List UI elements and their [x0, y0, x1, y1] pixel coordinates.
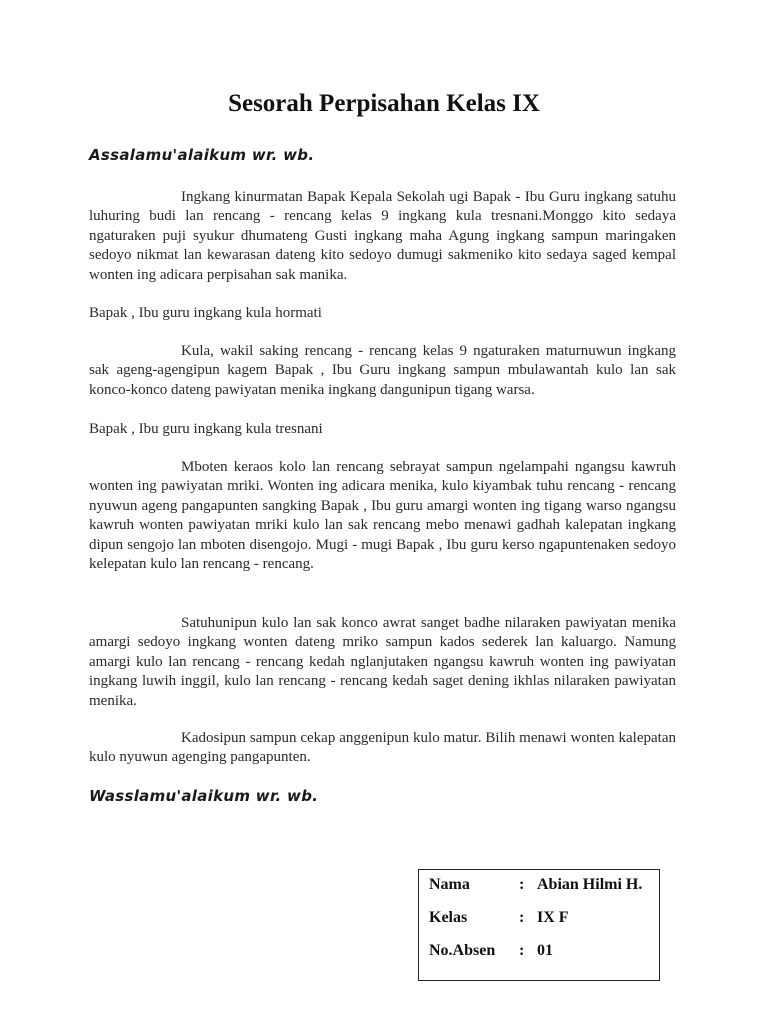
identity-value: IX F	[537, 909, 569, 926]
identity-label: Nama	[429, 876, 470, 893]
paragraph-thanks: Kula, wakil saking rencang - rencang kelas 9 ngaturaken maturnuwun ingkang sak ageng-agengipun kagem Bapak , Ibu Guru ingkang sampun mbulawantah kulo lan sak konco-konco dateng pawiyatan menika ingkang dangunipun tigang warsa.	[89, 343, 676, 398]
paragraph-closing: Kadosipun sampun cekap anggenipun kulo matur. Bilih menawi wonten kalepatan kulo nyuwun agenging pangapunten.	[89, 730, 676, 766]
identity-colon: :	[519, 909, 525, 926]
paragraph-apology: Mboten keraos kolo lan rencang sebrayat sampun ngelampahi ngangsu kawruh wonten ing pawiyatan mriki. Wonten ing adicara menika, kulo kiyambak tuhu rencang - rencang nyuwun ageng pangapunten sangking Bapak , Ibu guru amargi wonten ing tigang warso ngangsu kawruh wonten pawiyatan mriki kulo lan sak rencang mebo menawi gadhah kalepatan ingkang dipun sengojo lan mboten disengojo. Mugi - mugi Bapak , Ibu guru kerso ngapuntenaken sedoyo kelepatan kulo lan rencang - rencang.	[89, 459, 676, 573]
identity-colon: :	[519, 876, 525, 893]
identity-colon: :	[519, 942, 525, 959]
opening-greeting: Assalamu'alaikum wr. wb.	[89, 146, 315, 164]
identity-value: 01	[537, 942, 553, 959]
closing-greeting: Wasslamu'alaikum wr. wb.	[89, 787, 319, 805]
identity-value: Abian Hilmi H.	[537, 876, 643, 893]
identity-row-class	[429, 909, 654, 931]
paragraph-opening-respect: Ingkang kinurmatan Bapak Kepala Sekolah ugi Bapak - Ibu Guru ingkang satuhu luhuring budi lan rencang - rencang kelas 9 ingkang kula tresnani.Monggo kito sedaya ngaturaken puji syukur dhumateng Gusti ingkang maha Agung ingkang sampun maringaken sedoyo nikmat lan kewarasan dateng kito sedoyo dumugi sakmeniko kito sedaya saged kempal wonten ing adicara perpisahan sak manika.	[89, 189, 676, 283]
document-title: Sesorah Perpisahan Kelas IX	[228, 90, 540, 117]
identity-box	[418, 869, 660, 981]
identity-row-absen	[429, 942, 654, 964]
address-line-hormati: Bapak , Ibu guru ingkang kula hormati	[89, 305, 322, 321]
address-line-tresnani: Bapak , Ibu guru ingkang kula tresnani	[89, 421, 323, 437]
paragraph-farewell: Satuhunipun kulo lan sak konco awrat sanget badhe nilaraken pawiyatan menika amargi sedoyo ingkang wonten dateng mriko sampun kados sederek lan kaluargo. Namung amargi kulo lan rencang - rencang kedah nglanjutaken ngangsu kawruh wonten ing pawiyatan ingkang luwih inggil, kulo lan rencang - rencang kedah saget dening ikhlas nilaraken pawiyatan menika.	[89, 615, 676, 709]
identity-label: Kelas	[429, 909, 468, 926]
identity-label: No.Absen	[429, 942, 496, 959]
identity-row-name	[429, 876, 654, 898]
